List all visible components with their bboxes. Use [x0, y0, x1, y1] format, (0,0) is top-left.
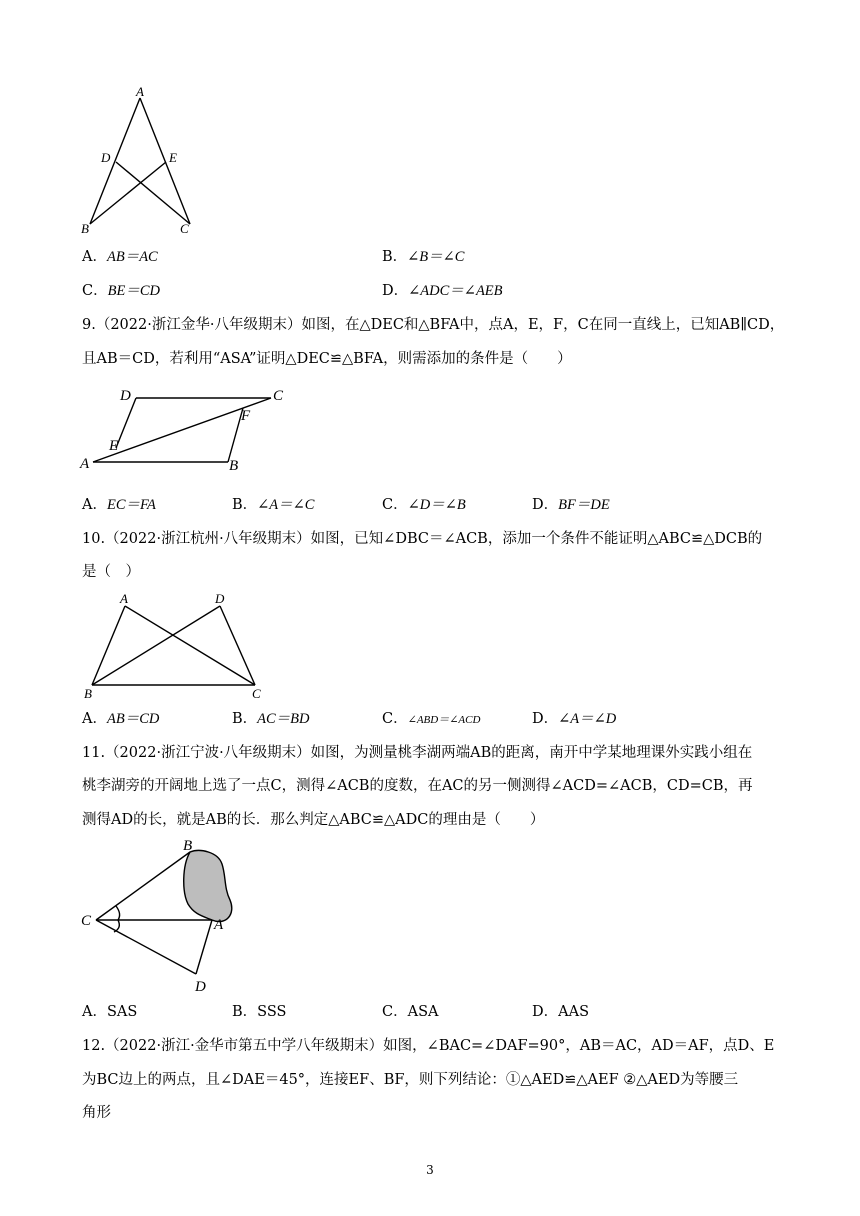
q10-label-b: B: [84, 686, 92, 701]
q8-label-e: E: [169, 150, 177, 165]
q10-segment-bd: [92, 606, 220, 685]
q11-label-d: D: [195, 979, 206, 995]
q11-option-d: D．AAS: [532, 1004, 590, 1020]
q9-figure: [78, 380, 298, 476]
q9-option-b: B．∠A＝∠C: [232, 497, 315, 513]
q12-stem-line3: 角形: [82, 1105, 111, 1121]
q8-label-a: A: [136, 84, 144, 99]
q11-stem-line2: 桃李湖旁的开阔地上选了一点C，测得∠ACB的度数，在AC的另一侧测得∠ACD=∠ACB，CD=CB，再: [82, 778, 753, 794]
q9-label-c: C: [273, 388, 284, 404]
q10-option-b: B．AC＝BD: [232, 711, 310, 727]
q9-label-e: E: [109, 438, 119, 454]
q8-option-a: A．AB＝AC: [82, 249, 158, 265]
q10-option-a: A．AB＝CD: [82, 711, 160, 727]
q8-option-b: B．∠B＝∠C: [382, 249, 465, 265]
q8-label-b: B: [81, 221, 89, 236]
q11-angle-arc-upper: [116, 906, 120, 920]
q9-stem-line2: 且AB＝CD，若利用“ASA”证明△DEC≌△BFA，则需添加的条件是（ ）: [82, 351, 572, 367]
q10-label-c: C: [252, 686, 261, 701]
q11-option-a: A．SAS: [82, 1004, 138, 1020]
q8-option-c: C．BE＝CD: [82, 283, 160, 299]
q10-label-d: D: [215, 591, 225, 606]
q11-side-cd: [96, 920, 196, 974]
q10-segment-ca: [125, 606, 255, 685]
q11-option-b: B．SSS: [232, 1004, 287, 1020]
q10-side-ba: [92, 606, 125, 685]
q11-lake-shape: [184, 851, 232, 922]
q10-option-d: D．∠A＝∠D: [532, 711, 617, 727]
q8-figure: [78, 84, 198, 240]
q8-label-d: D: [101, 150, 111, 165]
q11-label-a: A: [214, 917, 224, 933]
q11-label-c: C: [81, 913, 92, 929]
q11-option-c: C．ASA: [382, 1004, 439, 1020]
q11-stem-line3: 测得AD的长，就是AB的长．那么判定△ABC≌△ADC的理由是（ ）: [82, 812, 545, 828]
q8-option-d: D．∠ADC＝∠AEB: [382, 283, 503, 299]
q9-option-c: C．∠D＝∠B: [382, 497, 466, 513]
q10-label-a: A: [120, 591, 128, 606]
q9-option-d: D．BF＝DE: [532, 497, 610, 513]
q11-side-da: [196, 920, 212, 974]
q11-stem-line1: 11.（2022·浙江宁波·八年级期末）如图，为测量桃李湖两端AB的距离，南开中学某地理课外实践小组在: [82, 745, 753, 761]
q9-label-a: A: [80, 456, 90, 472]
q10-stem-line1: 10.（2022·浙江杭州·八年级期末）如图，已知∠DBC＝∠ACB，添加一个条件不能证明△ABC≌△DCB的: [82, 531, 763, 547]
q10-figure: [80, 588, 280, 702]
q11-figure: [78, 834, 248, 996]
q9-label-f: F: [241, 408, 251, 424]
q9-stem-line1: 9.（2022·浙江金华·八年级期末）如图，在△DEC和△BFA中，点A，E，F，C在同一直线上，已知AB∥CD，: [82, 317, 785, 333]
q10-side-cd: [220, 606, 255, 685]
q9-option-a: A．EC＝FA: [82, 497, 156, 513]
q12-stem-line1: 12.（2022·浙江·金华市第五中学八年级期末）如图，∠BAC=∠DAF=90°，AB＝AC，AD＝AF，点D、E: [82, 1038, 775, 1054]
q11-label-b: B: [183, 838, 193, 854]
q12-stem-line2: 为BC边上的两点，且∠DAE＝45°，连接EF、BF，则下列结论：①△AED≌△AEF ②△AED为等腰三: [82, 1072, 739, 1088]
q10-option-c: C．∠ABD＝∠ACD: [382, 711, 481, 727]
q9-label-d: D: [120, 388, 131, 404]
q9-label-b: B: [229, 458, 239, 474]
q9-side-de: [116, 398, 136, 448]
q8-label-c: C: [180, 221, 189, 236]
q10-stem-line2: 是（ ）: [82, 564, 140, 580]
q11-side-cb: [96, 852, 190, 920]
page-number: 3: [426, 1163, 434, 1177]
